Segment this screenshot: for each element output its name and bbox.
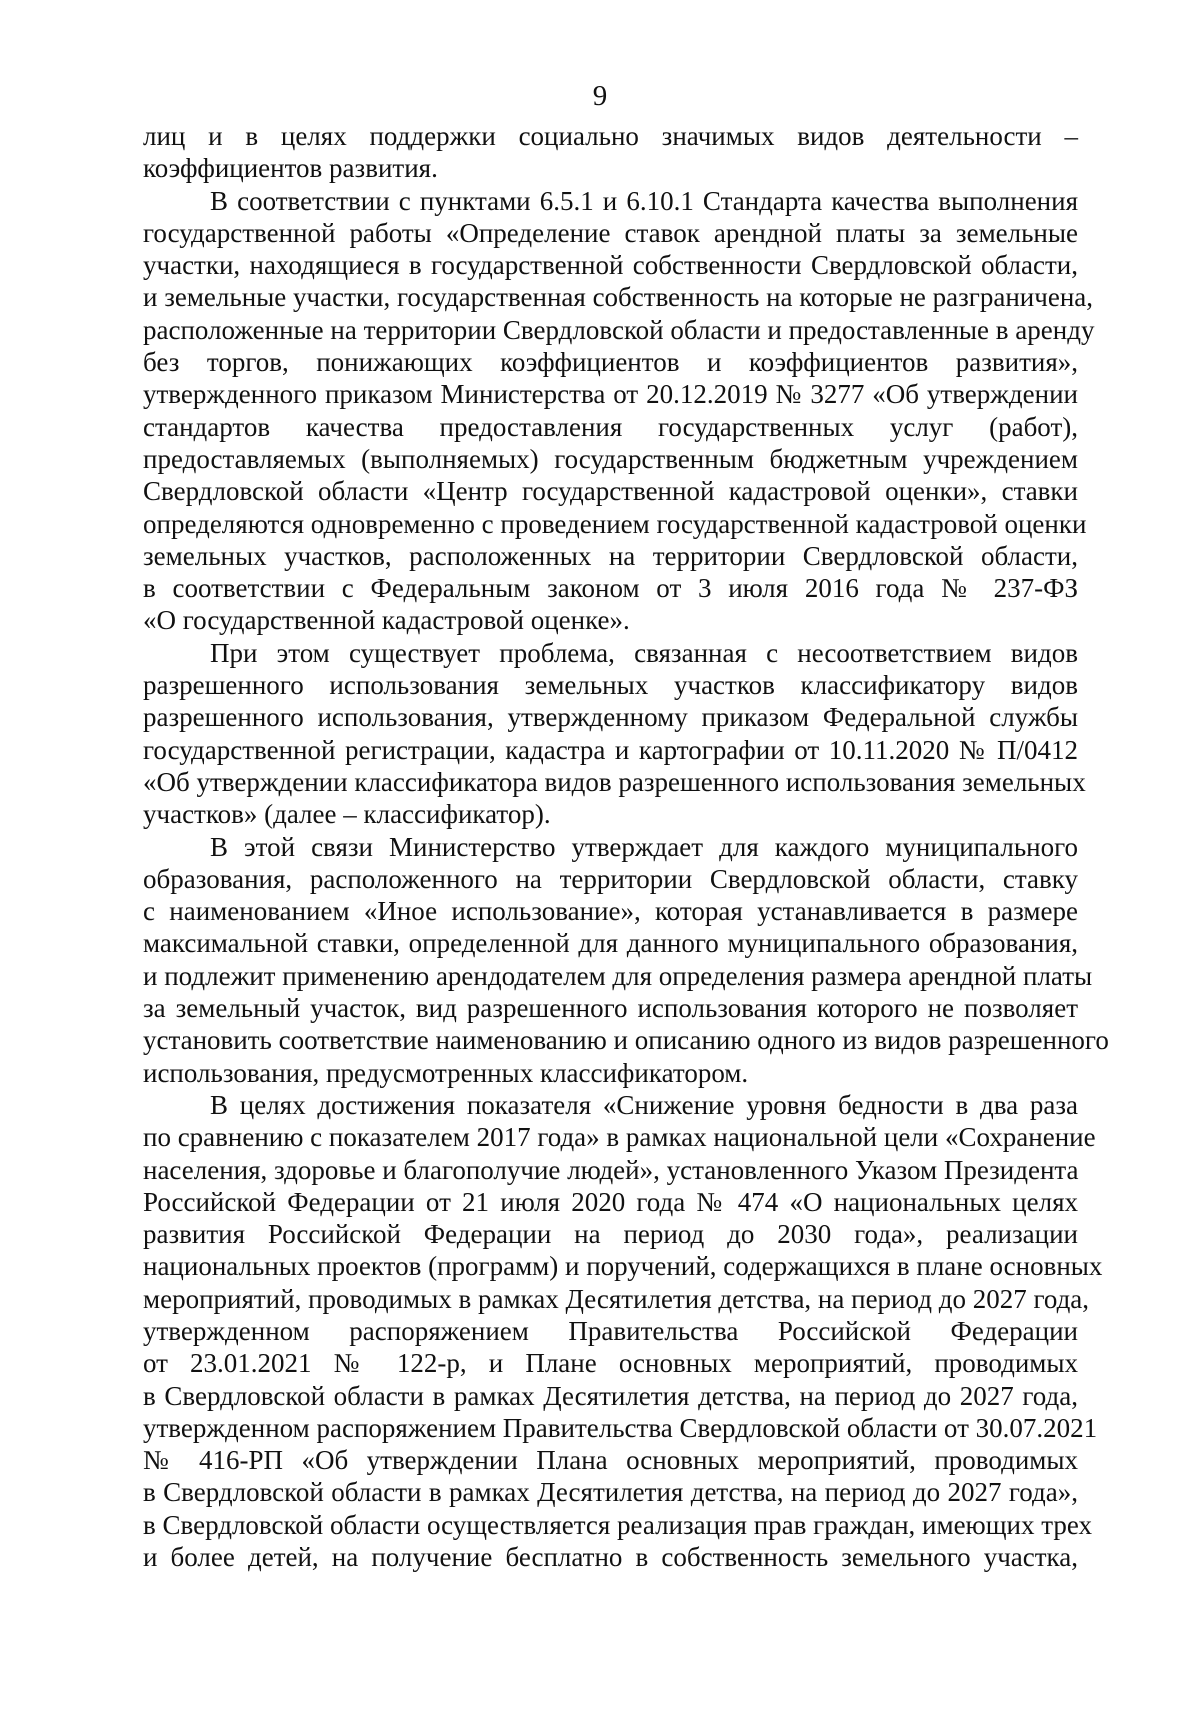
text-line: и земельные участки, государственная собственность на которые не разграничена,: [143, 282, 1093, 313]
paragraph: [143, 637, 1086, 831]
text-line: государственной работы «Определение ставок арендной платы за земельные: [143, 217, 1078, 248]
text-line: в Свердловской области в рамках Десятилетия детства, на период до 2027 года,: [143, 1380, 1078, 1411]
text-line: стандартов качества предоставления государственных услуг (работ),: [143, 411, 1078, 442]
text-line: мероприятий, проводимых в рамках Десятилетия детства, на период до 2027 года,: [143, 1283, 1090, 1314]
text-line: разрешенного использования, утвержденному приказом Федеральной службы: [143, 702, 1078, 733]
paragraph: [143, 120, 1078, 185]
text-line: участков» (далее – классификатор).: [143, 799, 551, 830]
text-line: В целях достижения показателя «Снижение уровня бедности в два раза: [210, 1089, 1078, 1120]
text-line: земельных участков, расположенных на территории Свердловской области,: [143, 540, 1078, 571]
text-line: в соответствии с Федеральным законом от 3 июля 2016 года № 237-ФЗ: [143, 573, 1078, 604]
text-line: Свердловской области «Центр государственной кадастровой оценки», ставки: [143, 476, 1078, 507]
text-line: максимальной ставки, определенной для данного муниципального образования,: [143, 928, 1078, 959]
text-line: в Свердловской области в рамках Десятилетия детства, на период до 2027 года»,: [143, 1477, 1078, 1508]
text-line: и более детей, на получение бесплатно в собственность земельного участка,: [143, 1542, 1078, 1573]
text-line: «Об утверждении классификатора видов разрешенного использования земельных: [143, 766, 1086, 797]
text-line: утвержденном распоряжением Правительства Свердловской области от 30.07.2021: [143, 1412, 1098, 1443]
paragraph: [143, 831, 1109, 1089]
text-line: При этом существует проблема, связанная с несоответствием видов: [210, 637, 1078, 668]
text-line: расположенные на территории Свердловской области и предоставленные в аренду: [143, 314, 1095, 345]
text-line: коэффициентов развития.: [143, 153, 438, 184]
text-line: с наименованием «Иное использование», которая устанавливается в размере: [143, 896, 1078, 927]
page-number: 9: [592, 80, 608, 112]
paragraph: [143, 185, 1095, 637]
document-body: [143, 120, 1109, 1573]
text-line: Российской Федерации от 21 июля 2020 года № 474 «О национальных целях: [143, 1186, 1078, 1217]
text-line: участки, находящиеся в государственной собственности Свердловской области,: [143, 250, 1078, 281]
text-line: № 416-РП «Об утверждении Плана основных мероприятий, проводимых: [143, 1445, 1078, 1476]
paragraph: [143, 1089, 1103, 1573]
text-line: без торгов, понижающих коэффициентов и коэффициентов развития»,: [143, 347, 1078, 378]
text-line: установить соответствие наименованию и описанию одного из видов разрешенного: [143, 1025, 1109, 1056]
text-line: использования, предусмотренных классификатором.: [143, 1057, 749, 1088]
text-line: национальных проектов (программ) и поручений, содержащихся в плане основных: [143, 1251, 1103, 1282]
text-line: за земельный участок, вид разрешенного использования которого не позволяет: [143, 993, 1078, 1024]
text-line: государственной регистрации, кадастра и картографии от 10.11.2020 № П/0412: [143, 734, 1078, 765]
text-line: по сравнению с показателем 2017 года» в рамках национальной цели «Сохранение: [143, 1122, 1096, 1153]
text-line: предоставляемых (выполняемых) государственным бюджетным учреждением: [143, 443, 1078, 474]
text-line: В этой связи Министерство утверждает для каждого муниципального: [210, 831, 1078, 862]
text-line: «О государственной кадастровой оценке».: [143, 605, 630, 636]
text-line: развития Российской Федерации на период до 2030 года», реализации: [143, 1219, 1078, 1250]
text-line: образования, расположенного на территории Свердловской области, ставку: [143, 863, 1078, 894]
text-line: определяются одновременно с проведением государственной кадастровой оценки: [143, 508, 1087, 539]
text-line: В соответствии с пунктами 6.5.1 и 6.10.1 Стандарта качества выполнения: [210, 185, 1078, 216]
text-line: лиц и в целях поддержки социально значимых видов деятельности –: [143, 121, 1078, 151]
text-line: от 23.01.2021 № 122-р, и Плане основных мероприятий, проводимых: [143, 1348, 1078, 1379]
text-line: разрешенного использования земельных участков классификатору видов: [143, 670, 1078, 701]
text-line: населения, здоровье и благополучие людей», установленного Указом Президента: [143, 1154, 1079, 1185]
text-line: утвержденном распоряжением Правительства Российской Федерации: [143, 1315, 1078, 1346]
text-line: и подлежит применению арендодателем для определения размера арендной платы: [143, 960, 1093, 991]
text-line: в Свердловской области осуществляется реализация прав граждан, имеющих трех: [143, 1509, 1092, 1540]
text-line: утвержденного приказом Министерства от 20.12.2019 № 3277 «Об утверждении: [143, 379, 1078, 410]
